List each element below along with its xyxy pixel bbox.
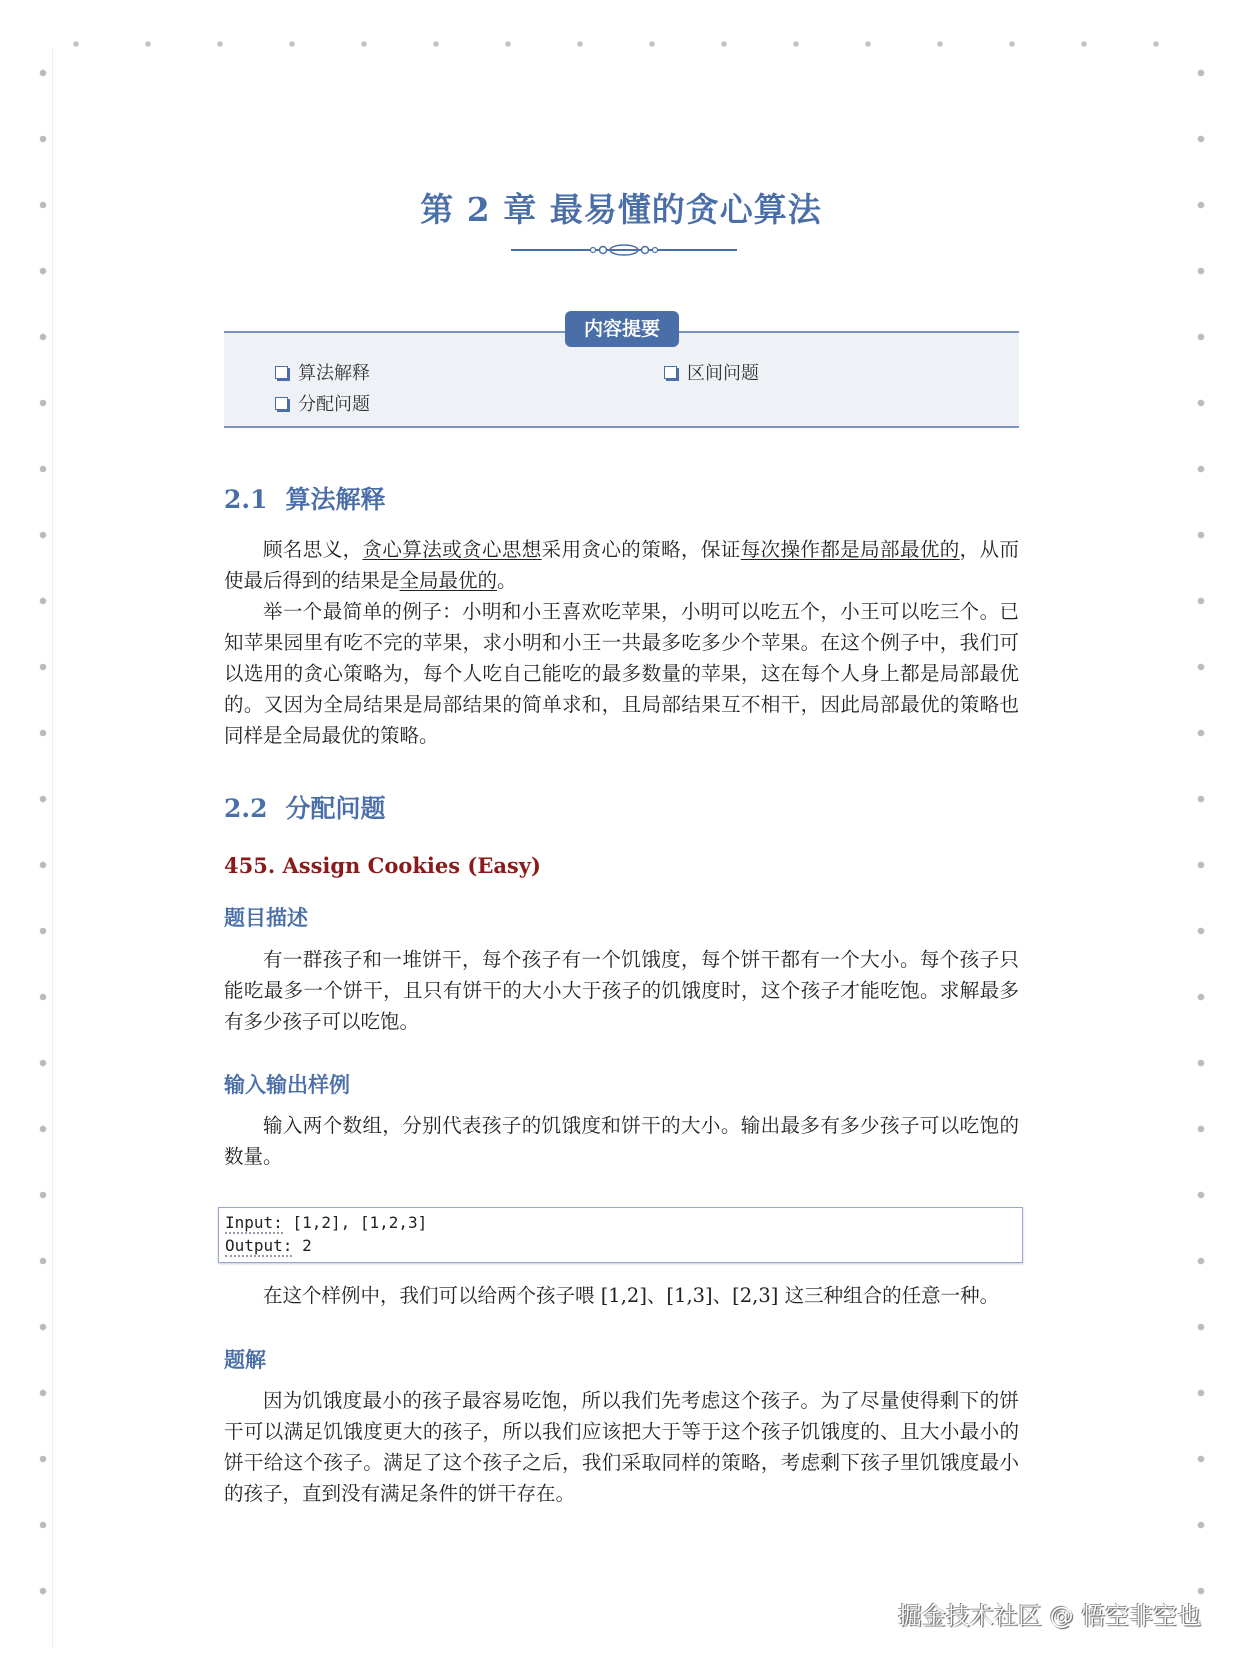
summary-item-label: 分配问题 [298, 394, 370, 415]
solution-paragraph: 因为饥饿度最小的孩子最容易吃饱，所以我们先考虑这个孩子。为了尽量使得剩下的饼干可以满足饥饿度更大的孩子，所以我们应该把大于等于这个孩子饥饿度的、且大小最小的饼干给这个孩子。满足了这个孩子之后，我们采取同样的策略，考虑剩下孩子里饥饿度最小的孩子，直到没有满足条件的饼干存在。 [224, 1389, 1019, 1505]
code-keyword: Output: [225, 1236, 293, 1255]
page-border-dots-top [40, 40, 1205, 48]
solution-heading: 题解 [224, 1347, 266, 1372]
paragraph-example: 举一个最简单的例子：小明和小王喜欢吃苹果，小明可以吃五个，小王可以吃三个。已知苹果园里有吃不完的苹果，求小明和小王一共最多吃多少个苹果。在这个例子中，我们可以选用的贪心策略为，每个人吃自己能吃的最多数量的苹果，这在每个人身上都是局部最优的。又因为全局结果是局部结果的简单求和，且局部结果互不相干，因此局部最优的策略也同样是全局最优的策略。 [224, 600, 1019, 747]
page-border-dots-right [1197, 40, 1205, 1600]
io-heading: 输入输出样例 [224, 1072, 350, 1097]
chapter-title: 第 2 章 最易懂的贪心算法 [420, 190, 822, 229]
summary-item [664, 359, 759, 385]
example-note: 在这个样例中，我们可以给两个孩子喂 [1,2]、[1,3]、[2,3] 这三种组合的任意一种。 [263, 1284, 1000, 1307]
underlined-text: 贪心算法或贪心思想 [362, 538, 542, 561]
summary-item-label: 区间问题 [687, 363, 759, 384]
summary-item [275, 359, 370, 385]
code-output-line [225, 1234, 1016, 1257]
summary-label: 内容提要 [565, 311, 679, 347]
summary-item-label: 算法解释 [298, 363, 370, 384]
code-keyword: Input: [225, 1213, 283, 1232]
underlined-text: 全局最优的 [399, 569, 498, 592]
section-heading-2-2 [224, 789, 386, 825]
checkbox-icon [275, 397, 288, 410]
text: 顾名思义， [263, 538, 363, 561]
code-block [218, 1207, 1023, 1263]
text: 采用贪心的策略，保证 [541, 538, 741, 561]
section-number: 2.2 [224, 794, 268, 823]
summary-item [275, 390, 370, 416]
section-heading-2-1 [224, 480, 386, 516]
checkbox-icon [664, 366, 677, 379]
paragraph-definition [224, 534, 1019, 596]
underlined-text: 每次操作都是局部最优的 [740, 538, 960, 561]
checkbox-icon [275, 366, 288, 379]
text: ，从而使最后得到的结果是 [224, 538, 1019, 592]
section-number: 2.1 [224, 485, 268, 514]
title-ornament-icon [511, 242, 737, 258]
watermark: 掘金技术社区 @ 悟空非空也 [898, 1602, 1202, 1630]
description-paragraph: 有一群孩子和一堆饼干，每个孩子有一个饥饿度，每个饼干都有一个大小。每个孩子只能吃最多一个饼干，且只有饼干的大小大于孩子的饥饿度时，这个孩子才能吃饱。求解最多有多少孩子可以吃饱。 [224, 948, 1019, 1033]
problem-title: 455. Assign Cookies (Easy) [224, 853, 541, 878]
section-title: 算法解释 [285, 485, 386, 514]
io-paragraph: 输入两个数组，分别代表孩子的饥饿度和饼干的大小。输出最多有多少孩子可以吃饱的数量。 [224, 1114, 1019, 1168]
code-input-line [225, 1211, 1016, 1234]
code-value: 2 [292, 1236, 312, 1255]
text: 。 [497, 569, 517, 592]
description-heading: 题目描述 [224, 905, 308, 930]
code-value: [1,2], [1,2,3] [282, 1213, 428, 1232]
page-border-dots-left [39, 40, 47, 1640]
page-edge [52, 48, 53, 1648]
section-title: 分配问题 [285, 794, 386, 823]
